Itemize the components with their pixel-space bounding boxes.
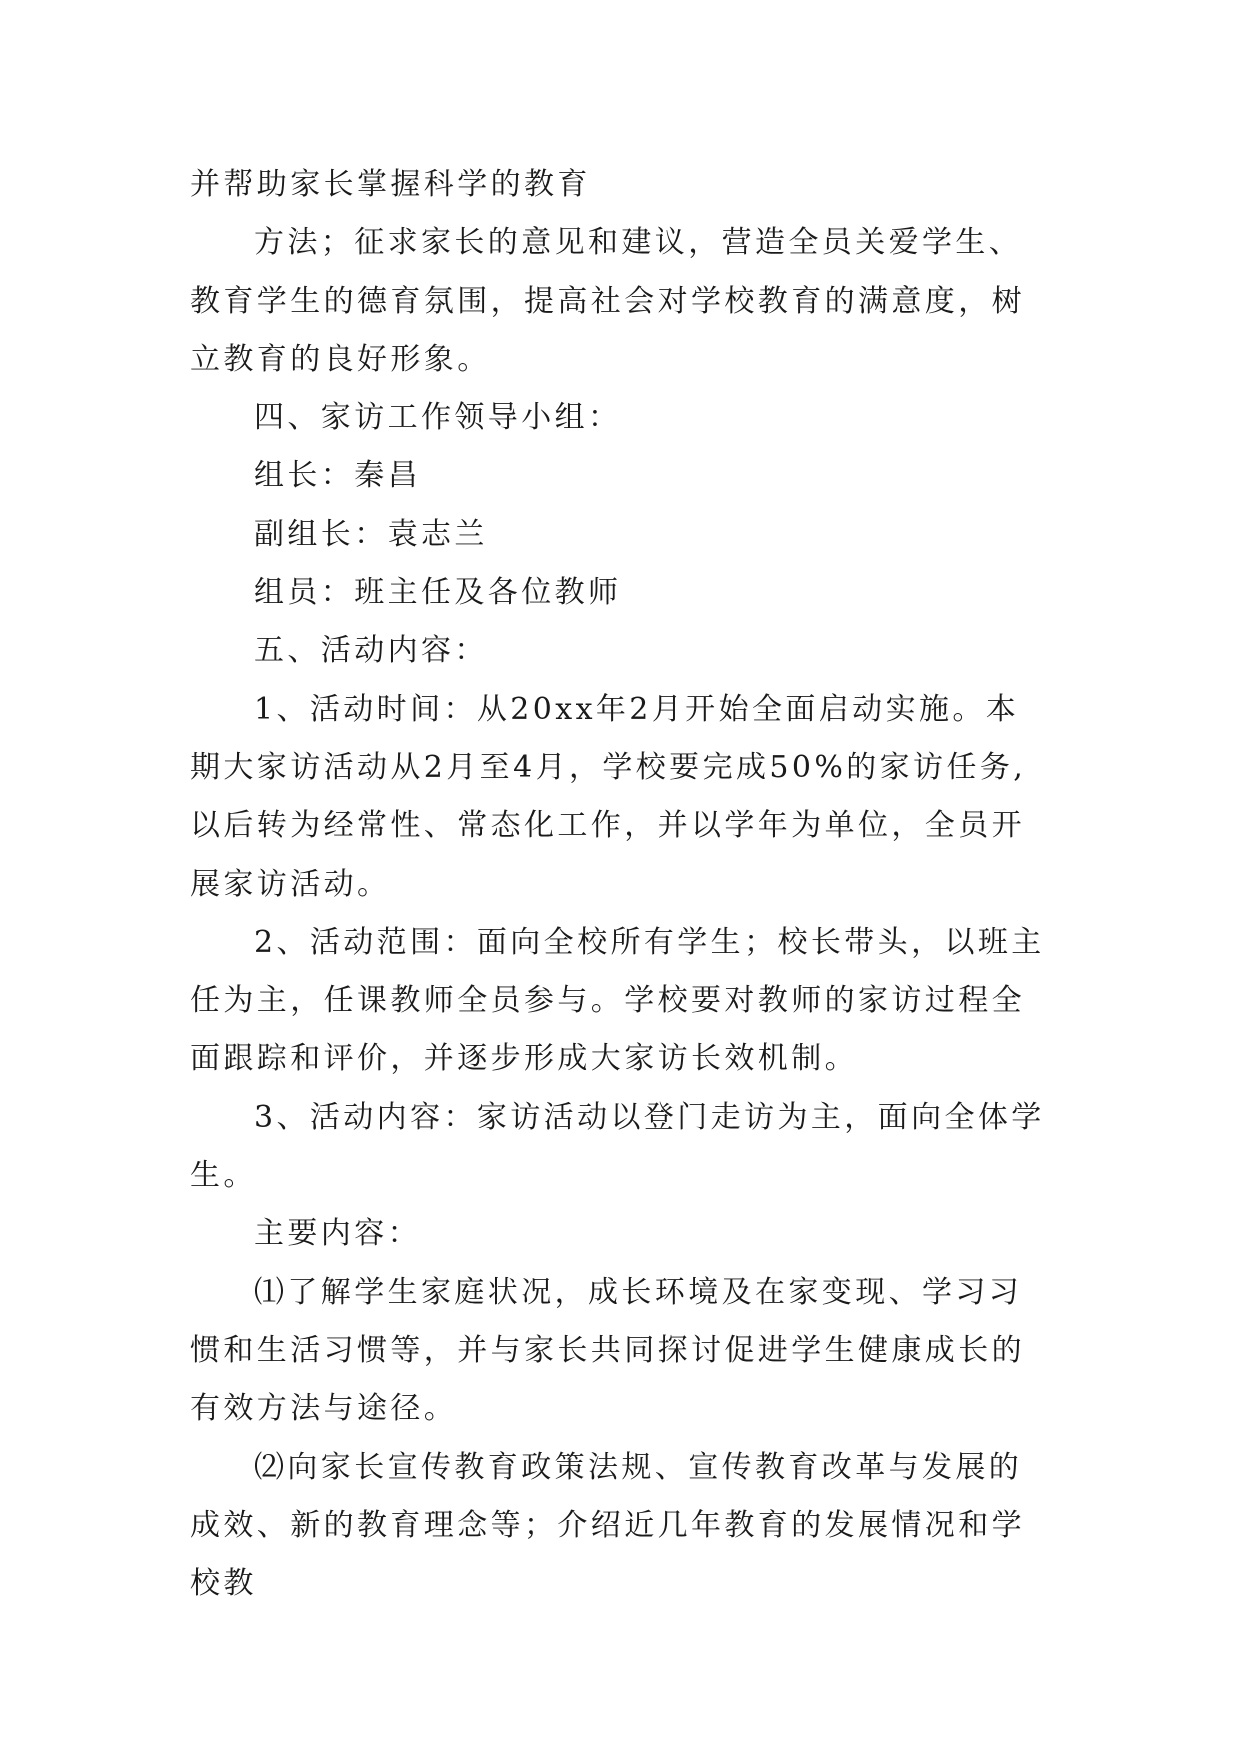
section-heading-activity-content: 五、活动内容：: [254, 633, 488, 669]
paragraph-activity-content: 3、活动内容：家访活动以登门走访为主，面向全体学生。: [190, 1099, 1045, 1194]
paragraph-continuation: 并帮助家长掌握科学的教育: [190, 167, 591, 202]
paragraph-method: 方法；征求家长的意见和建议，营造全员关爱学生、教育学生的德育氛围，提高社会对学校教育的满意度，树立教育的良好形象。: [190, 225, 1025, 377]
list-item-2: ⑵向家长宣传教育政策法规、宣传教育改革与发展的成效、新的教育理念等；介绍近几年教育的发展情况和学校教: [190, 1449, 1025, 1602]
group-leader: 组长：秦昌: [254, 458, 421, 494]
list-item-1: ⑴了解学生家庭状况，成长环境及在家变现、学习习惯和生活习惯等，并与家长共同探讨促进学生健康成长的有效方法与途径。: [190, 1274, 1025, 1427]
group-members: 组员：班主任及各位教师: [254, 575, 622, 611]
paragraph-activity-scope: 2、活动范围：面向全校所有学生；校长带头，以班主任为主，任课教师全员参与。学校要对教师的家访过程全面跟踪和评价，并逐步形成大家访长效机制。: [190, 924, 1045, 1077]
document-body: [190, 156, 1050, 1613]
deputy-group-leader: 副组长：袁志兰: [254, 516, 488, 552]
paragraph-activity-time: 1、活动时间：从20xx年2月开始全面启动实施。本期大家访活动从2月至4月，学校要完成50%的家访任务,以后转为经常性、常态化工作，并以学年为单位，全员开展家访活动。: [190, 691, 1027, 902]
main-content-heading: 主要内容：: [254, 1216, 421, 1252]
section-heading-leadership-group: 四、家访工作领导小组：: [254, 400, 622, 436]
